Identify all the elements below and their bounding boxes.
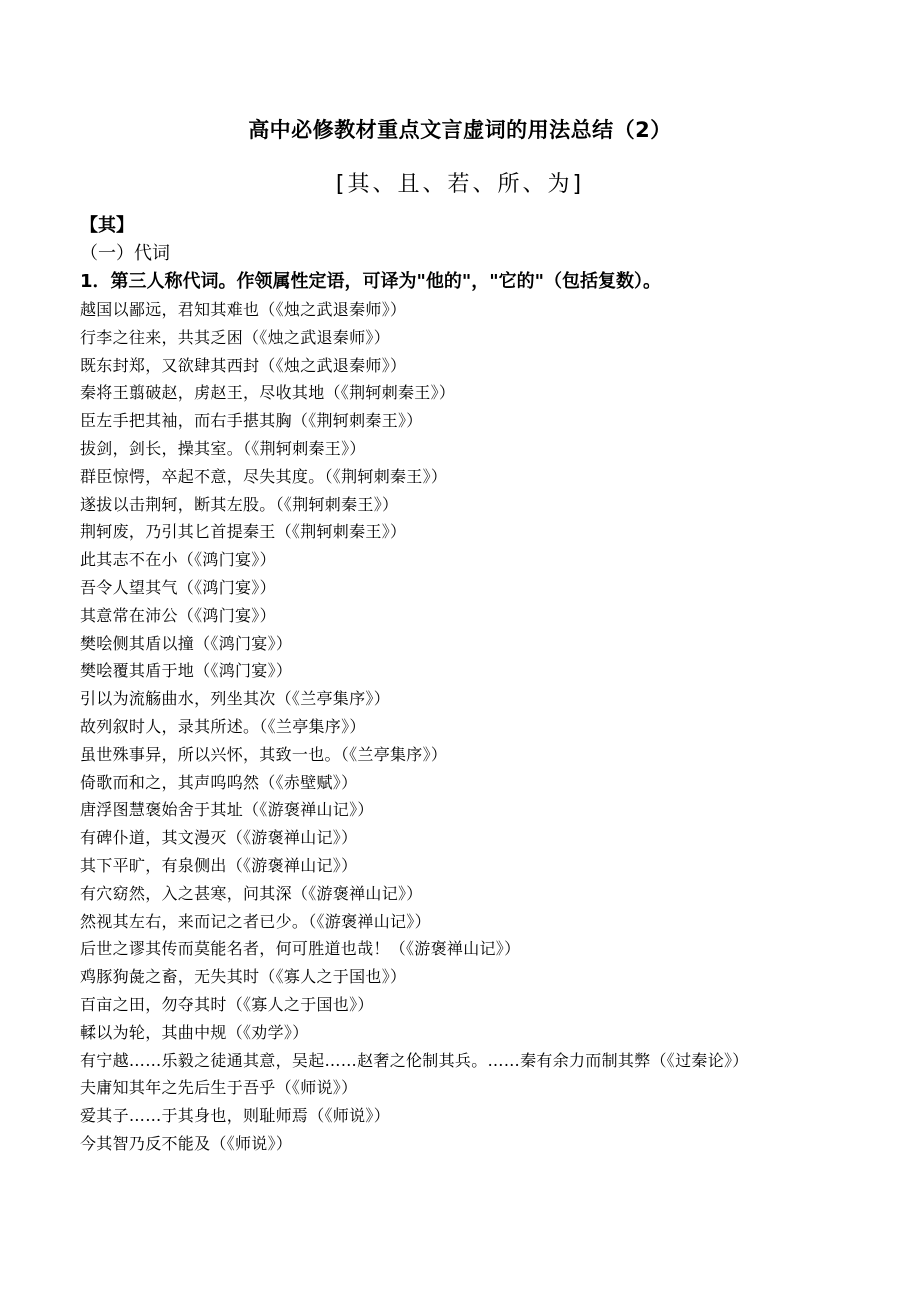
example-line: 越国以鄙远，君知其难也（《烛之武退秦师》） <box>80 300 407 319</box>
example-line: 吾令人望其气（《鸿门宴》） <box>80 577 276 597</box>
example-line: 夫庸知其年之先后生于吾乎（《师说》） <box>80 1078 358 1098</box>
example-line: 此其志不在小（《鸿门宴》） <box>80 550 276 570</box>
example-line: 樊哙侧其盾以撞（《鸿门宴》） <box>80 633 293 653</box>
subsection-heading: （一）代词 <box>80 243 170 264</box>
example-line: 引以为流觞曲水，列坐其次（《兰亭集序》） <box>80 689 391 709</box>
document-title: 高中必修教材重点文言虚词的用法总结（2） <box>248 118 672 142</box>
example-line: 虽世殊事异，所以兴怀，其致一也。（《兰亭集序》） <box>80 744 448 764</box>
example-line: 有穴窈然，入之甚寒，问其深（《游褒禅山记》） <box>80 883 423 903</box>
example-line: 荆轲废，乃引其匕首提秦王（《荆轲刺秦王》） <box>80 522 407 542</box>
example-line: 鸡豚狗彘之畜，无失其时（《寡人之于国也》） <box>80 967 407 987</box>
example-line: 后世之谬其传而莫能名者，何可胜道也哉！（《游褒禅山记》） <box>80 939 521 959</box>
document-subtitle: [其、且、若、所、为] <box>335 172 585 197</box>
example-line: 倚歌而和之，其声呜呜然（《赤壁赋》） <box>80 772 358 792</box>
example-line: 其意常在沛公（《鸿门宴》） <box>80 605 276 625</box>
example-line: 秦将王翦破赵，虏赵王，尽收其地（《荆轲刺秦王》） <box>80 383 456 403</box>
example-line: 既东封郑，又欲肆其西封（《烛之武退秦师》） <box>80 355 407 375</box>
example-line: 有宁越……乐毅之徒通其意，吴起……赵奢之伦制其兵。……秦有余力而制其弊（《过秦论》） <box>80 1050 749 1070</box>
example-line: 唐浮图慧褒始舍于其址（《游褒禅山记》） <box>80 800 374 820</box>
example-line: 輮以为轮，其曲中规（《劝学》） <box>80 1022 309 1042</box>
example-line: 樊哙覆其盾于地（《鸿门宴》） <box>80 661 293 681</box>
example-line: 群臣惊愕，卒起不意，尽失其度。（《荆轲刺秦王》） <box>80 466 448 486</box>
example-line: 然视其左右，来而记之者已少。（《游褒禅山记》） <box>80 911 431 931</box>
example-line: 爱其子……于其身也，则耻师焉（《师说》） <box>80 1106 391 1126</box>
example-line: 故列叙时人，录其所述。（《兰亭集序》） <box>80 716 366 736</box>
example-line: 百亩之田，勿夺其时（《寡人之于国也》） <box>80 994 374 1014</box>
example-line: 遂拔以击荆轲，断其左股。（《荆轲刺秦王》） <box>80 494 399 514</box>
example-line: 有碑仆道，其文漫灭（《游褒禅山记》） <box>80 828 358 848</box>
example-line: 臣左手把其袖，而右手揕其胸（《荆轲刺秦王》） <box>80 411 423 431</box>
item-heading: 1．第三人称代词。作领属性定语，可译为"他的"，"它的"（包括复数）。 <box>80 271 662 292</box>
section-heading: 【其】 <box>80 215 134 236</box>
example-line: 拔剑，剑长，操其室。（《荆轲刺秦王》） <box>80 438 366 458</box>
example-line: 今其智乃反不能及（《师说》） <box>80 1133 293 1153</box>
example-line: 行李之往来，共其乏困（《烛之武退秦师》） <box>80 327 391 347</box>
example-list <box>80 296 910 1158</box>
example-line: 其下平旷，有泉侧出（《游褒禅山记》） <box>80 855 358 875</box>
